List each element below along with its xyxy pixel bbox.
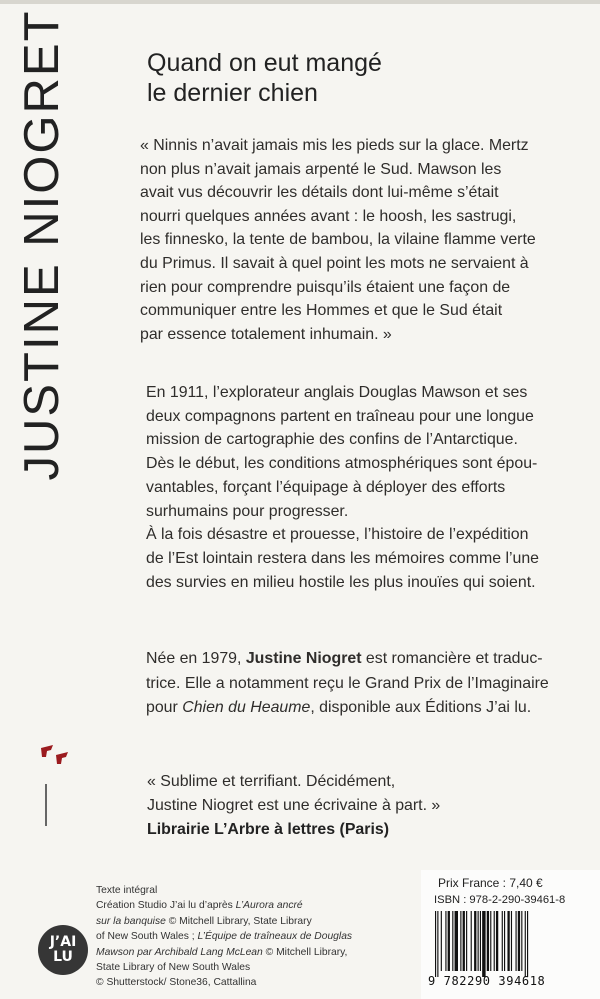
- credits-line: sur la banquise © Mitchell Library, State Library: [96, 915, 312, 927]
- review-source: Librairie L’Arbre à lettres (Paris): [147, 821, 389, 838]
- logo-text: LU: [53, 949, 73, 965]
- synopsis-line: Dès le début, les conditions atmosphériques sont épou-: [146, 455, 538, 473]
- synopsis-line: mission de cartographie des confins de l’Antarctique.: [146, 431, 518, 449]
- barcode-bar: [480, 911, 481, 971]
- book-title: [147, 48, 567, 108]
- credits-line: State Library of New South Wales: [96, 962, 251, 974]
- credits-line: © Shutterstock/ Stone36, Cattallina: [96, 977, 257, 989]
- barcode-bar: [445, 911, 446, 971]
- barcode-bar: [504, 911, 505, 971]
- barcode-bar: [516, 911, 517, 971]
- barcode-bar: [463, 911, 465, 971]
- synopsis-line: surhumains pour progresser.: [146, 502, 349, 520]
- barcode-bar: [527, 911, 528, 977]
- divider-line: [45, 784, 47, 826]
- publisher-logo: [38, 925, 88, 975]
- synopsis-line: de l’Est lointain restera dans les mémoires comme l’une: [146, 549, 540, 567]
- title-line: le dernier chien: [147, 79, 318, 107]
- author-bio: [146, 647, 568, 721]
- quote-line: non plus n’avait jamais arpenté le Sud. Mawson les: [140, 160, 502, 178]
- credits-line: Texte intégral: [96, 885, 158, 896]
- barcode-bar: [478, 911, 479, 971]
- title-line: Quand on eut mangé: [147, 49, 382, 77]
- barcode-bar: [455, 911, 458, 971]
- excerpt-quote: [140, 134, 572, 346]
- synopsis: [146, 381, 568, 594]
- barcode-bar: [521, 911, 522, 971]
- review-line: Justine Niogret est une écrivaine à part. »: [147, 797, 441, 814]
- ean-digits: 9 782290 394618: [428, 974, 546, 988]
- review-line: « Sublime et terrifiant. Décidément,: [147, 773, 396, 790]
- barcode-bar: [511, 911, 512, 971]
- top-edge-strip: [0, 0, 600, 4]
- bio-line: pour Chien du Heaume, disponible aux Éditions J’ai lu.: [146, 699, 532, 716]
- quote-line: nourri quelques années avant : le hoosh, les sastrugi,: [140, 207, 517, 225]
- barcode-bar: [448, 911, 450, 971]
- barcode-bar: [437, 911, 438, 977]
- barcode-bar: [460, 911, 461, 971]
- barcode-bar: [435, 911, 436, 977]
- quote-line: par essence totalement inhumain. »: [140, 325, 392, 343]
- synopsis-line: des survies en milieu hostile les plus inouïes qui soient.: [146, 573, 536, 591]
- synopsis-line: deux compagnons partent en traîneau pour une longue: [146, 407, 534, 425]
- barcode-bar: [490, 911, 491, 971]
- logo-text: J’AI: [49, 934, 77, 950]
- barcode-bar: [474, 911, 476, 971]
- bio-line: Née en 1979, Justine Niogret est romancière et traduc-: [146, 650, 543, 667]
- synopsis-line: vantables, forçant l’équipage à déployer des efforts: [146, 478, 506, 496]
- price-label: Prix France : 7,40 €: [438, 876, 543, 890]
- press-review: [147, 770, 577, 842]
- publisher-mark-icon: [38, 744, 74, 772]
- barcode-icon: [433, 911, 583, 981]
- book-reference: Chien du Heaume: [182, 699, 311, 716]
- credits-line: Création Studio J’ai lu d’après L’Aurora ancré: [96, 900, 303, 912]
- barcode-bar: [466, 911, 467, 971]
- synopsis-line: En 1911, l’explorateur anglais Douglas Mawson et ses: [146, 384, 528, 401]
- author-name-bold: Justine Niogret: [245, 650, 362, 667]
- bio-line: trice. Elle a notamment reçu le Grand Prix de l’Imaginaire: [146, 674, 549, 692]
- barcode-bar: [496, 911, 498, 971]
- quote-line: rien pour comprendre puisqu’ils étaient une façon de: [140, 278, 511, 296]
- barcode-bar: [452, 911, 453, 971]
- quote-line: communiquer entre les Hommes et que le Sud était: [140, 302, 503, 320]
- quote-line: les finnesko, la tente de bambou, la vilaine flamme verte: [140, 231, 536, 249]
- image-credits: [96, 883, 426, 991]
- barcode-bar: [441, 911, 442, 971]
- barcode-bar: [487, 911, 489, 971]
- quote-line: avait vus découvrir les détails dont lui-même s’était: [140, 184, 499, 202]
- barcode-bar: [482, 911, 485, 977]
- barcode-bar: [525, 911, 526, 977]
- author-name: JUSTINE NIOGRET: [15, 9, 69, 481]
- quote-line: du Primus. Il savait à quel point les mots ne servaient à: [140, 254, 529, 272]
- quote-line: « Ninnis n’avait jamais mis les pieds sur la glace. Mertz: [140, 137, 529, 154]
- barcode-bar: [494, 911, 495, 971]
- barcode-bar: [502, 911, 503, 971]
- credits-line: Mawson par Archibald Lang McLean © Mitchell Library,: [96, 946, 348, 958]
- author-name-vertical: [14, 10, 70, 480]
- barcode-bar: [471, 911, 472, 971]
- barcode-bar: [507, 911, 509, 971]
- credits-line: of New South Wales ; L’Équipe de traîneaux de Douglas: [96, 931, 353, 943]
- isbn-label: ISBN : 978-2-290-39461-8: [434, 894, 566, 906]
- synopsis-line: À la fois désastre et prouesse, l’histoire de l’expédition: [146, 526, 529, 544]
- barcode-bar: [518, 911, 520, 971]
